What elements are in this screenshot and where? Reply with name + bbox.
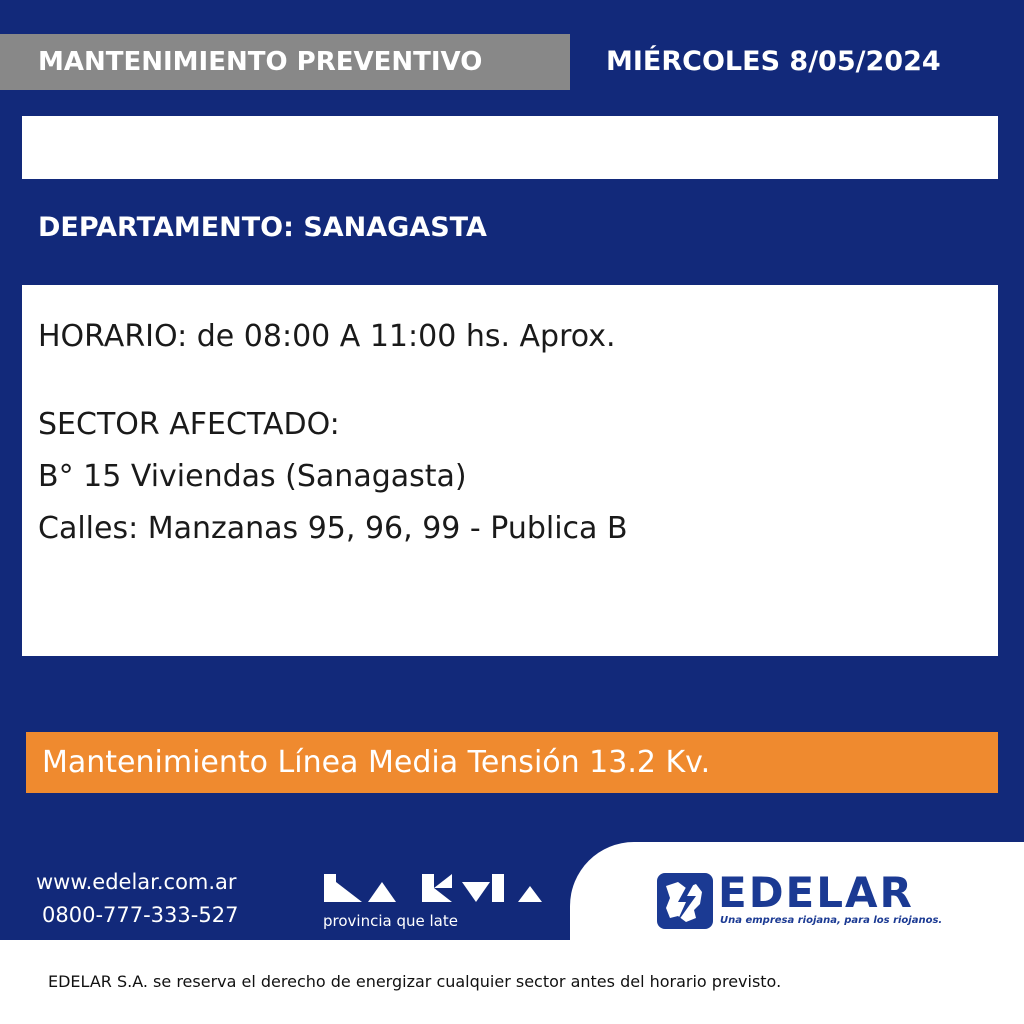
maintenance-line-text: Mantenimiento Línea Media Tensión 13.2 Kv. bbox=[42, 745, 711, 780]
maintenance-line-banner bbox=[26, 732, 998, 793]
la-rioja-tagline: provincia que late bbox=[323, 912, 458, 930]
sector-line-2: Calles: Manzanas 95, 96, 99 - Publica B bbox=[38, 511, 628, 546]
website-link[interactable]: www.edelar.com.ar bbox=[36, 870, 237, 894]
header-title-bar bbox=[0, 34, 570, 90]
edelar-logo-text: EDELAR bbox=[718, 868, 914, 917]
edelar-emblem-icon bbox=[656, 872, 714, 930]
department-label: DEPARTAMENTO: SANAGASTA bbox=[38, 212, 487, 243]
header-title: MANTENIMIENTO PREVENTIVO bbox=[38, 47, 483, 77]
info-box bbox=[22, 285, 998, 656]
blank-banner bbox=[22, 116, 998, 179]
phone-number: 0800-777-333-527 bbox=[42, 903, 239, 927]
sector-line-1: B° 15 Viviendas (Sanagasta) bbox=[38, 459, 467, 494]
edelar-slogan: Una empresa riojana, para los riojanos. bbox=[720, 915, 943, 926]
disclaimer-text: EDELAR S.A. se reserva el derecho de energizar cualquier sector antes del horario previsto. bbox=[48, 972, 782, 991]
schedule-text: HORARIO: de 08:00 A 11:00 hs. Aprox. bbox=[38, 319, 616, 354]
header-date: MIÉRCOLES 8/05/2024 bbox=[606, 46, 941, 77]
sector-title: SECTOR AFECTADO: bbox=[38, 407, 340, 442]
